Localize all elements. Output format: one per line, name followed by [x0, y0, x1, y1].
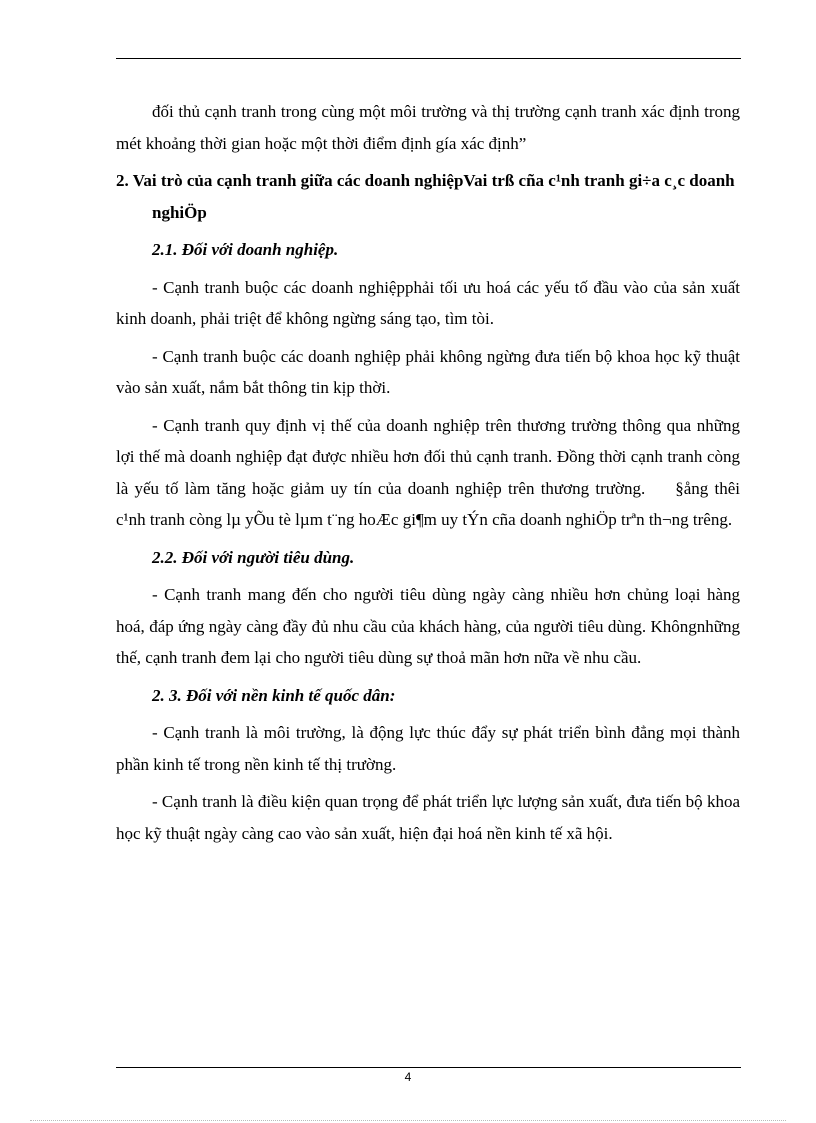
- document-body: [116, 96, 740, 855]
- subsection-2-1-title: 2.1. Đối với doanh nghiệp.: [152, 240, 339, 259]
- subsection-2-2-paragraph-1: - Cạnh tranh mang đến cho người tiêu dùng ngày càng nhiều hơn chủng loại hàng hoá, đáp ứng ngày càng đầy đủ nhu cầu của khách hàng, của người tiêu dùng. Khôngnhững thế, cạnh tranh đem lại cho người tiêu dùng sự thoả mãn hơn nữa về nhu cầu.: [116, 585, 740, 667]
- subsection-2-1-paragraph-3: [116, 410, 740, 536]
- subsection-2-1-paragraph-1: - Cạnh tranh buộc các doanh nghiệpphải tối ưu hoá các yếu tố đầu vào của sản xuất kinh doanh, phải triệt để không ngừng sáng tạo, tìm tòi.: [116, 277, 740, 328]
- page-number: 4: [404, 1070, 412, 1084]
- subsection-2-3-title: 2. 3. Đối với nền kinh tế quốc dân:: [152, 685, 396, 705]
- intro-paragraph: đối thủ cạnh tranh trong cùng một môi trường và thị trường cạnh tranh xác định trong mét khoảng thời gian hoặc một thời điểm định gía xác định”: [116, 102, 740, 153]
- footer-rule: [116, 1067, 741, 1068]
- paragraph-3-garbled-text: §ång thêi c¹nh tranh còng lµ yÕu tè lµm t¨ng hoÆc gi¶m uy tÝn cña doanh nghiÖp trªn th¬ng trêng.: [116, 478, 740, 529]
- subsection-2-3-paragraph-2: - Cạnh tranh là điều kiện quan trọng để phát triển lực lượng sản xuất, đưa tiến bộ khoa học kỹ thuật ngày càng cao vào sản xuất, hiện đại hoá nền kinh tế xã hội.: [116, 792, 740, 843]
- header-rule: [116, 58, 741, 59]
- subsection-2-1-paragraph-2: - Cạnh tranh buộc các doanh nghiệp phải không ngừng đưa tiến bộ khoa học kỹ thuật vào sản xuất, nắm bắt thông tin kịp thời.: [116, 346, 740, 397]
- subsection-2-3-paragraph-1: - Cạnh tranh là môi trường, là động lực thúc đẩy sự phát triển bình đẳng mọi thành phần kinh tế trong nền kinh tế thị trường.: [116, 723, 740, 774]
- section-2-title: 2. Vai trò của cạnh tranh giữa các doanh nghiệpVai trß cña c¹nh tranh gi÷a c¸c doanh nghiÖp: [116, 171, 735, 222]
- subsection-2-2-title: 2.2. Đối với người tiêu dùng.: [152, 547, 355, 567]
- paragraph-3-main-text: - Cạnh tranh quy định vị thế của doanh nghiệp trên thương trường thông qua những lợi thế mà doanh nghiệp đạt được nhiều hơn đối thủ cạnh tranh. Đồng thời cạnh tranh còng là yếu tố làm tăng hoặc giảm uy tín của doanh nghiệp trên thương trường.: [116, 415, 740, 498]
- page-bottom-dotted-line: [30, 1120, 786, 1121]
